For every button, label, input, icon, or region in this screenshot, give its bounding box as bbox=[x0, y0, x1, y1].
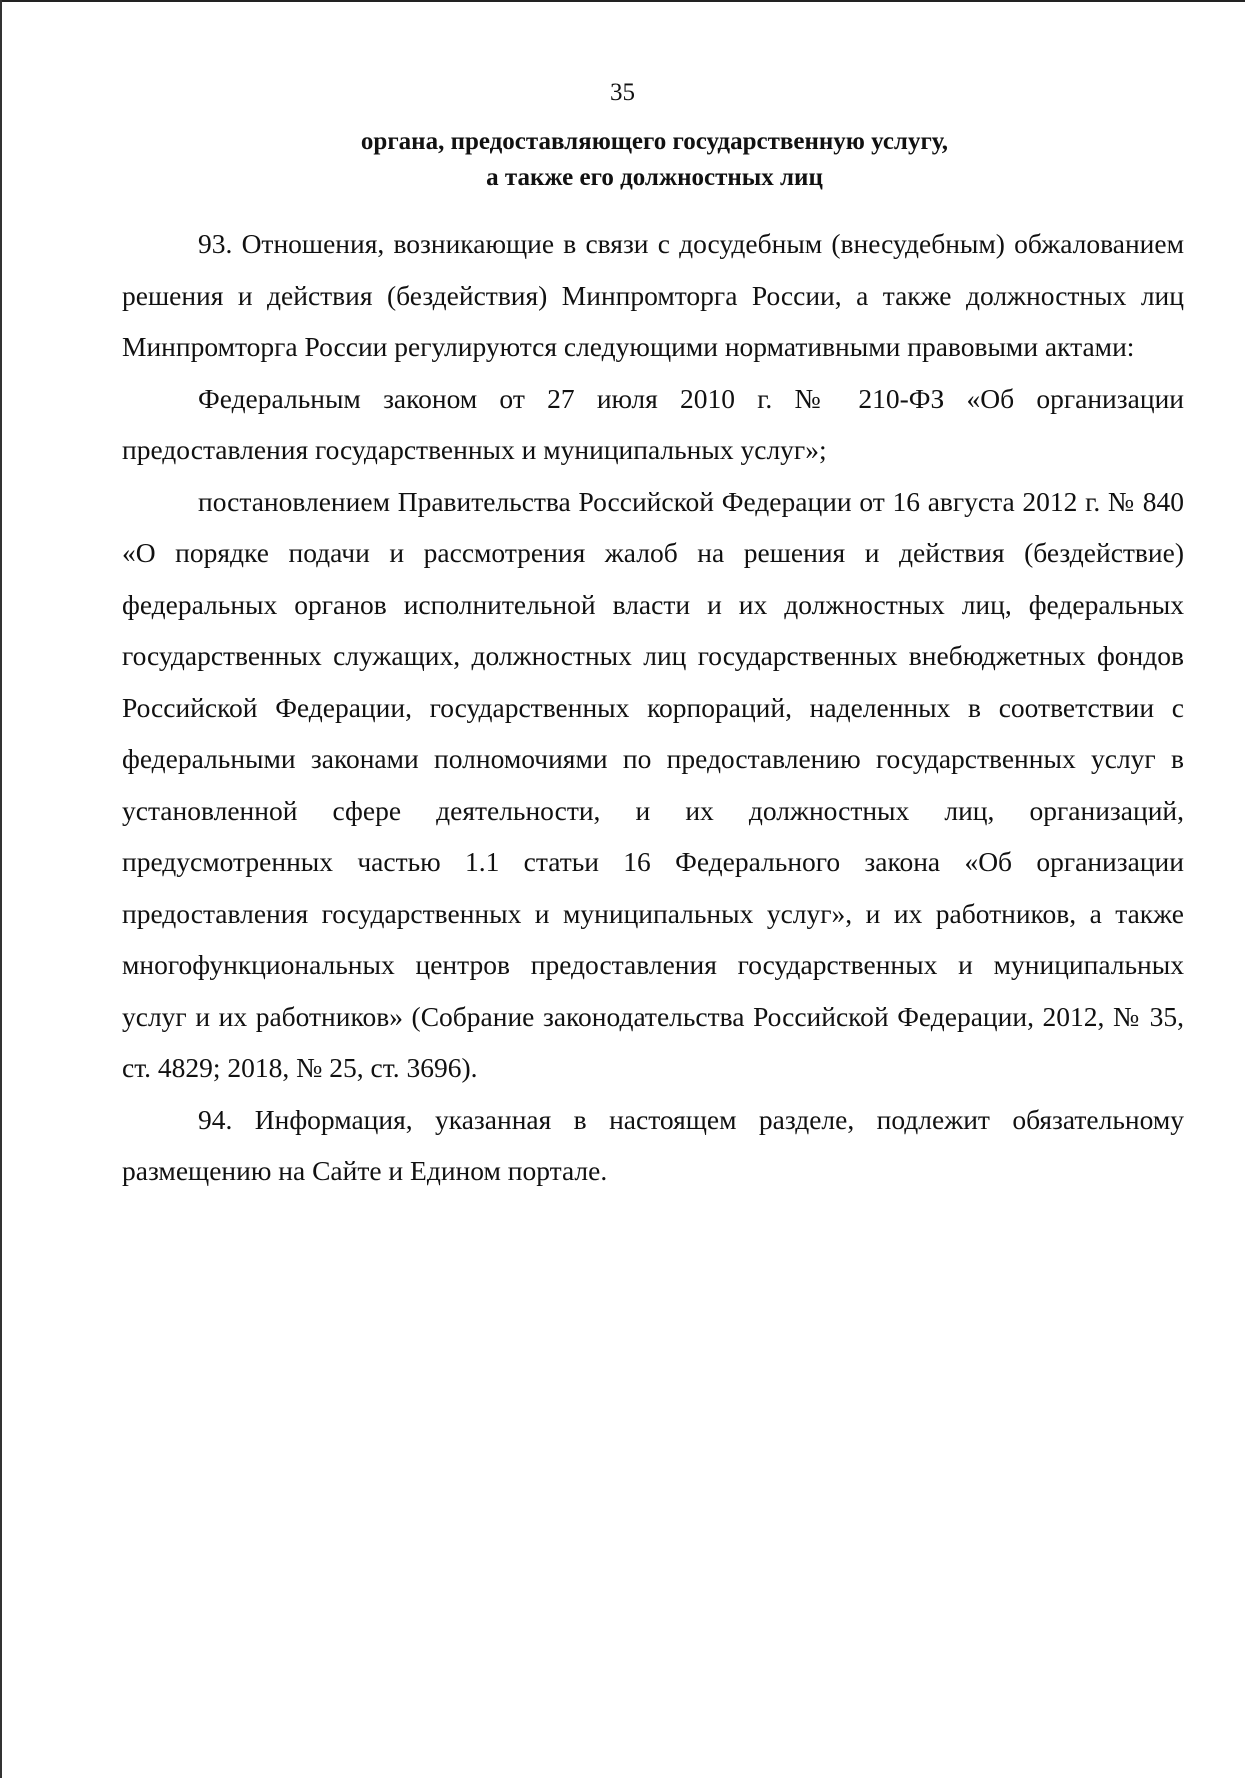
scan-border-top bbox=[0, 0, 1245, 2]
paragraph-93: 93. Отношения, возникающие в связи с досудебным (внесудебным) обжалованием решения и действия (бездействия) Минпромторга России, а также должностных лиц Минпромторга России регулируются следующими нормативными правовыми актами: bbox=[122, 228, 1184, 362]
paragraph-government-resolution: постановлением Правительства Российской Федерации от 16 августа 2012 г. № 840 «О порядке подачи и рассмотрения жалоб на решения и действия (бездействие) федеральных органов исполнительной власти и их должностных лиц, федеральных государственных служащих, должностных лиц государственных внебюджетных фондов Российской Федерации, государственных корпораций, наделенных в соответствии с федеральными законами полномочиями по предоставлению государственных услуг в установленной сфере деятельности, и их должностных лиц, организаций, предусмотренных частью 1.1 статьи 16 Федерального закона «Об организации предоставления государственных и муниципальных услуг», и их работников, а также многофункциональных центров предоставления государственных и муниципальных услуг и их работников» (Собрание законодательства Российской Федерации, 2012, № 35, ст. 4829; 2018, № 25, ст. 3696). bbox=[122, 485, 1184, 1083]
document-body bbox=[122, 218, 1184, 1197]
section-title bbox=[120, 124, 1189, 196]
section-title-line-1: органа, предоставляющего государственную услугу, bbox=[360, 128, 949, 155]
paragraph-federal-law: Федеральным законом от 27 июля 2010 г. № 210-ФЗ «Об организации предоставления государственных и муниципальных услуг»; bbox=[122, 382, 1184, 465]
scan-border-left bbox=[0, 0, 2, 1778]
page-number: 35 bbox=[610, 79, 635, 106]
paragraph-94: 94. Информация, указанная в настоящем разделе, подлежит обязательному размещению на Сайте и Едином портале. bbox=[122, 1103, 1184, 1186]
section-title-line-2: а также его должностных лиц bbox=[486, 164, 823, 191]
